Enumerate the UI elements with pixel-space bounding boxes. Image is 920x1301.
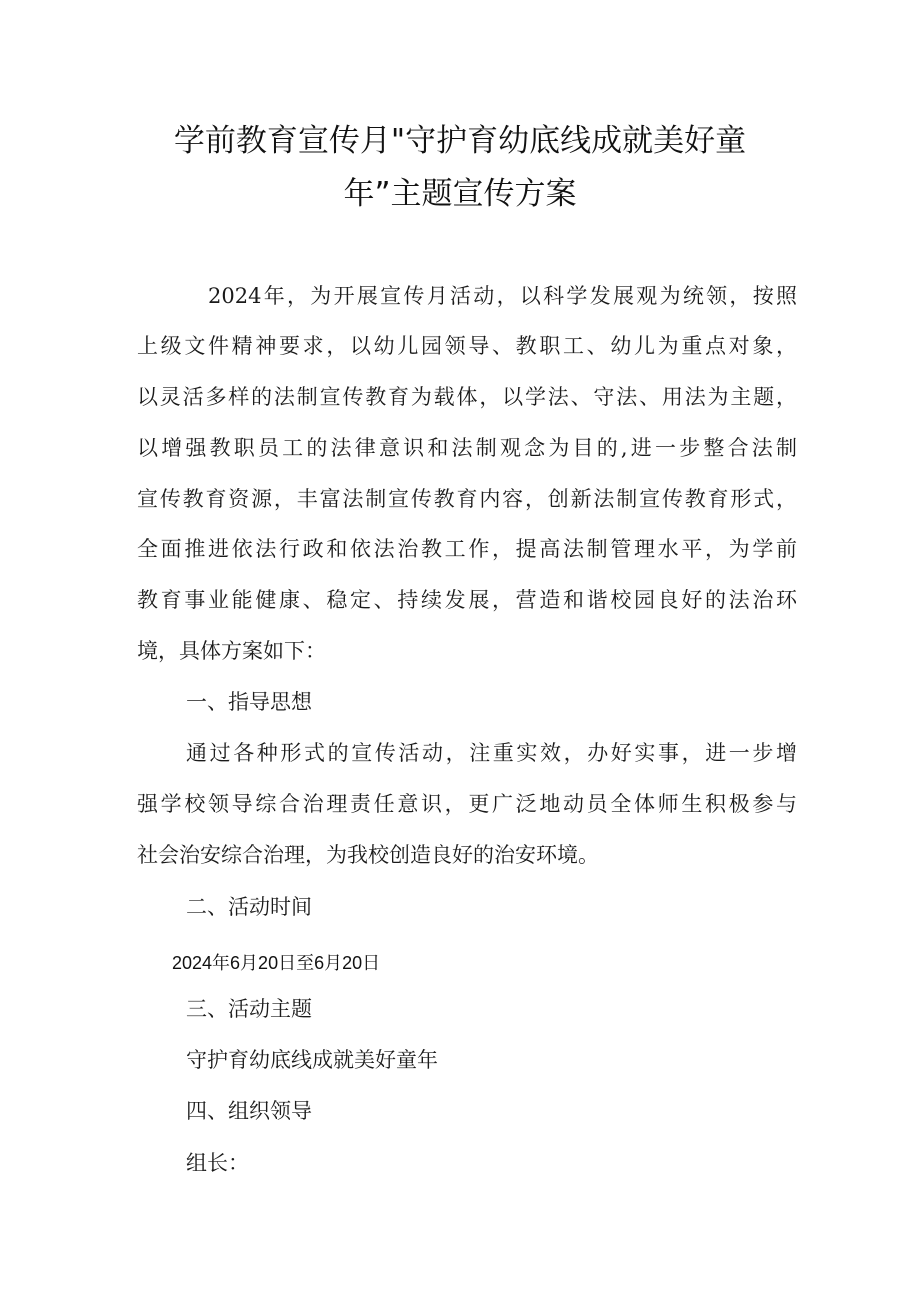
intro-line-7: 教育事业能健康、稳定、持续发展，营造和谐校园良好的法治环 bbox=[137, 588, 797, 612]
intro-line-1: 2024年，为开展宣传月活动，以科学发展观为统领，按照 bbox=[208, 284, 797, 308]
section-heading-organization: 四、组织领导 bbox=[186, 1099, 312, 1123]
intro-line-5: 宣传教育资源，丰富法制宣传教育内容，创新法制宣传教育形式， bbox=[137, 487, 797, 511]
activity-date: 2024年6月20日至6月20日 bbox=[172, 953, 381, 973]
document-title-line-1: 学前教育宣传月"守护育幼底线成就美好童 bbox=[173, 123, 747, 159]
section1-line-2: 强学校领导综合治理责任意识，更广泛地动员全体师生积极参与 bbox=[137, 792, 797, 816]
intro-line-2: 上级文件精神要求，以幼儿园领导、教职工、幼儿为重点对象， bbox=[137, 334, 797, 358]
section-heading-activity-time: 二、活动时间 bbox=[186, 895, 312, 919]
intro-line-4: 以增强教职员工的法律意识和法制观念为目的,进一步整合法制 bbox=[137, 436, 797, 460]
leader-label: 组长： bbox=[186, 1151, 249, 1175]
intro-line-8: 境，具体方案如下： bbox=[137, 639, 326, 663]
section-heading-activity-theme: 三、活动主题 bbox=[186, 997, 312, 1021]
document-title-line-2: 年”主题宣传方案 bbox=[343, 176, 577, 212]
intro-line-3: 以灵活多样的法制宣传教育为载体，以学法、守法、用法为主题， bbox=[137, 385, 797, 409]
activity-theme-text: 守护育幼底线成就美好童年 bbox=[186, 1048, 438, 1072]
intro-line-6: 全面推进依法行政和依法治教工作，提高法制管理水平，为学前 bbox=[137, 537, 797, 561]
section1-line-3: 社会治安综合治理，为我校创造良好的治安环境。 bbox=[137, 843, 599, 867]
section-heading-guiding-thought: 一、指导思想 bbox=[186, 690, 312, 714]
section1-line-1: 通过各种形式的宣传活动，注重实效，办好实事，进一步增 bbox=[186, 741, 797, 765]
